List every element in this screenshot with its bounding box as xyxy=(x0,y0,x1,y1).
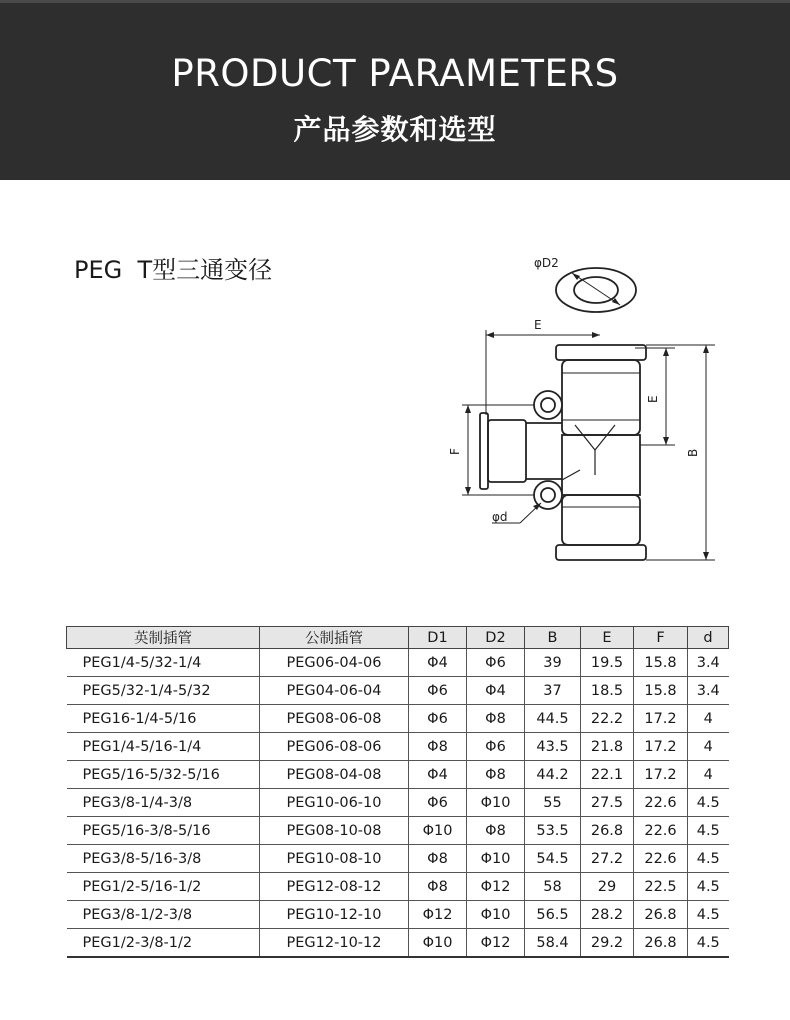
label-e-side: E xyxy=(646,395,660,403)
table-cell: 4.5 xyxy=(688,873,729,901)
table-cell: 27.5 xyxy=(581,789,634,817)
table-body xyxy=(67,649,729,958)
table-cell: 4 xyxy=(688,705,729,733)
table-cell: 56.5 xyxy=(525,901,581,929)
table-cell: PEG1/4-5/32-1/4 xyxy=(67,649,260,677)
table-cell: PEG04-06-04 xyxy=(260,677,409,705)
table-cell: Φ10 xyxy=(409,929,467,958)
table-cell: 4 xyxy=(688,733,729,761)
table-cell: 4.5 xyxy=(688,901,729,929)
table-cell: 55 xyxy=(525,789,581,817)
table-cell: 37 xyxy=(525,677,581,705)
table-cell: PEG16-1/4-5/16 xyxy=(67,705,260,733)
header-cell: E xyxy=(581,627,634,649)
banner-title: PRODUCT PARAMETERS xyxy=(171,52,619,95)
table-row xyxy=(67,873,729,901)
table-cell: 29 xyxy=(581,873,634,901)
table-cell: PEG1/4-5/16-1/4 xyxy=(67,733,260,761)
table-cell: 3.4 xyxy=(688,677,729,705)
table-cell: 39 xyxy=(525,649,581,677)
end-view xyxy=(556,268,636,312)
table-cell: 4.5 xyxy=(688,817,729,845)
table-cell: 28.2 xyxy=(581,901,634,929)
table-row xyxy=(67,761,729,789)
table-cell: 29.2 xyxy=(581,929,634,958)
table-cell: Φ10 xyxy=(467,789,525,817)
header-banner xyxy=(0,0,790,180)
table-cell: Φ8 xyxy=(467,817,525,845)
table-cell: 53.5 xyxy=(525,817,581,845)
table-cell: Φ8 xyxy=(409,845,467,873)
table-cell: Φ12 xyxy=(409,901,467,929)
label-d2: φD2 xyxy=(534,256,559,270)
table-cell: PEG12-08-12 xyxy=(260,873,409,901)
dim-b xyxy=(646,345,715,560)
table-cell: Φ4 xyxy=(409,761,467,789)
table-cell: PEG06-08-06 xyxy=(260,733,409,761)
table-cell: PEG08-10-08 xyxy=(260,817,409,845)
table-row xyxy=(67,901,729,929)
header-cell: 公制插管 xyxy=(260,627,409,649)
table-cell: 22.6 xyxy=(634,789,688,817)
table-cell: PEG5/32-1/4-5/32 xyxy=(67,677,260,705)
table-cell: PEG08-06-08 xyxy=(260,705,409,733)
table-cell: PEG5/16-3/8-5/16 xyxy=(67,817,260,845)
table-cell: Φ6 xyxy=(409,705,467,733)
table-cell: 4 xyxy=(688,761,729,789)
table-cell: 54.5 xyxy=(525,845,581,873)
table-cell: PEG5/16-5/32-5/16 xyxy=(67,761,260,789)
table-cell: PEG12-10-12 xyxy=(260,929,409,958)
label-f: F xyxy=(448,448,462,455)
table-cell: 22.6 xyxy=(634,845,688,873)
table-cell: PEG10-12-10 xyxy=(260,901,409,929)
table-row xyxy=(67,677,729,705)
table-row xyxy=(67,789,729,817)
table-cell: 19.5 xyxy=(581,649,634,677)
header-cell: F xyxy=(634,627,688,649)
table-cell: 22.1 xyxy=(581,761,634,789)
header-cell: D2 xyxy=(467,627,525,649)
table-cell: PEG1/2-5/16-1/2 xyxy=(67,873,260,901)
table-cell: 22.5 xyxy=(634,873,688,901)
banner-subtitle: 产品参数和选型 xyxy=(293,113,497,146)
table-cell: Φ8 xyxy=(409,733,467,761)
table-cell: PEG3/8-1/2-3/8 xyxy=(67,901,260,929)
table-cell: PEG10-06-10 xyxy=(260,789,409,817)
table-cell: 3.4 xyxy=(688,649,729,677)
table-cell: 17.2 xyxy=(634,733,688,761)
tee-fitting-diagram xyxy=(430,245,730,590)
table-cell: Φ12 xyxy=(467,929,525,958)
table-cell: Φ12 xyxy=(467,873,525,901)
table-cell: 17.2 xyxy=(634,705,688,733)
label-d: φd xyxy=(492,510,508,524)
table-cell: 4.5 xyxy=(688,845,729,873)
table-row xyxy=(67,649,729,677)
table-cell: Φ10 xyxy=(409,817,467,845)
table-row xyxy=(67,929,729,958)
table-cell: Φ8 xyxy=(409,873,467,901)
table-cell: Φ8 xyxy=(467,705,525,733)
table-cell: 17.2 xyxy=(634,761,688,789)
header-cell: D1 xyxy=(409,627,467,649)
label-b: B xyxy=(686,448,700,457)
table-cell: 18.5 xyxy=(581,677,634,705)
table-cell: 15.8 xyxy=(634,677,688,705)
table-cell: Φ4 xyxy=(409,649,467,677)
table-cell: 44.2 xyxy=(525,761,581,789)
table-cell: Φ6 xyxy=(409,677,467,705)
table-row xyxy=(67,817,729,845)
table-cell: Φ4 xyxy=(467,677,525,705)
table-cell: 26.8 xyxy=(634,929,688,958)
table-cell: Φ6 xyxy=(467,733,525,761)
table-cell: Φ6 xyxy=(467,649,525,677)
spec-table xyxy=(66,626,729,958)
table-cell: 4.5 xyxy=(688,789,729,817)
table-cell: 26.8 xyxy=(634,901,688,929)
model-title: PEG T型三通变径 xyxy=(74,256,273,284)
table-header-row xyxy=(67,627,729,649)
table-cell: PEG08-04-08 xyxy=(260,761,409,789)
mounting-holes xyxy=(534,391,562,509)
table-cell: 4.5 xyxy=(688,929,729,958)
table-cell: 58 xyxy=(525,873,581,901)
header-cell: d xyxy=(688,627,729,649)
table-cell: Φ10 xyxy=(467,901,525,929)
table-cell: 26.8 xyxy=(581,817,634,845)
label-e-top: E xyxy=(534,318,542,332)
table-cell: PEG10-08-10 xyxy=(260,845,409,873)
fitting-body xyxy=(480,345,646,560)
banner-top-line xyxy=(0,0,790,3)
table-cell: Φ8 xyxy=(467,761,525,789)
table-cell: 15.8 xyxy=(634,649,688,677)
table-cell: 43.5 xyxy=(525,733,581,761)
table-row xyxy=(67,733,729,761)
table-cell: Φ10 xyxy=(467,845,525,873)
header-cell: B xyxy=(525,627,581,649)
table-cell: PEG3/8-1/4-3/8 xyxy=(67,789,260,817)
table-cell: 22.2 xyxy=(581,705,634,733)
diagram-svg xyxy=(430,245,730,590)
table-cell: 22.6 xyxy=(634,817,688,845)
table-cell: PEG3/8-5/16-3/8 xyxy=(67,845,260,873)
table-cell: 21.8 xyxy=(581,733,634,761)
table-cell: 58.4 xyxy=(525,929,581,958)
table-cell: PEG1/2-3/8-1/2 xyxy=(67,929,260,958)
table-row xyxy=(67,845,729,873)
header-cell: 英制插管 xyxy=(67,627,260,649)
table-cell: 44.5 xyxy=(525,705,581,733)
table-cell: PEG06-04-06 xyxy=(260,649,409,677)
table-row xyxy=(67,705,729,733)
table-cell: Φ6 xyxy=(409,789,467,817)
table-cell: 27.2 xyxy=(581,845,634,873)
